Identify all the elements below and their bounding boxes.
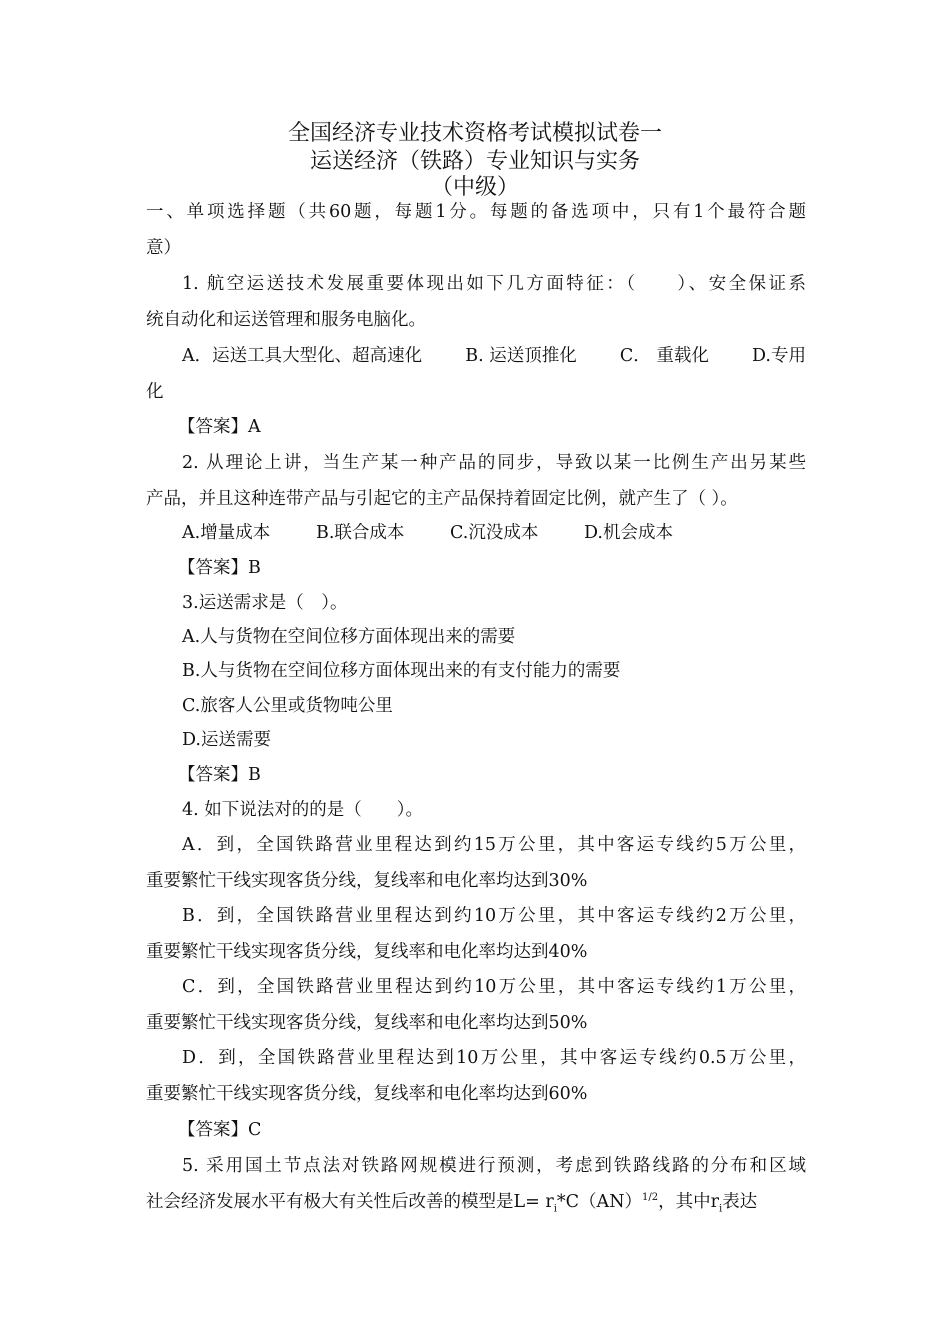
question-2-stem-cont: 产品，并且这种连带产品与引起它的主产品保持着固定比例，就产生了（ ）。	[146, 489, 738, 509]
question-4-stem: 4. 如下说法对的的是（ ）。	[182, 800, 424, 820]
question-5-stem-cont	[146, 1190, 806, 1214]
question-3-option-d: D.运送需要	[182, 730, 271, 750]
question-2-stem: 2. 从理论上讲，当生产某一种产品的同步，导致以某一比例生产出另某些	[182, 453, 806, 473]
question-4-option-b: B．到，全国铁路营业里程达到约10万公里，其中客运专线约2万公里，	[182, 906, 806, 926]
question-3-stem: 3.运送需求是（ ）。	[182, 593, 348, 613]
question-3-option-b: B.人与货物在空间位移方面体现出来的有支付能力的需要	[182, 661, 621, 681]
question-2-option-c: C.沉没成本	[450, 523, 539, 543]
question-1-option-a: A．运送工具大型化、超高速化	[182, 346, 423, 366]
question-3-answer: 【答案】B	[178, 765, 261, 785]
question-1-options	[182, 344, 806, 368]
question-1-option-d: D.专用	[752, 346, 806, 366]
question-1-answer: 【答案】A	[178, 417, 261, 437]
question-2-answer: 【答案】B	[178, 558, 261, 578]
exam-level: （中级）	[430, 175, 519, 200]
question-1-option-b: B. 运送顶推化	[465, 346, 577, 366]
question-1-option-c: C． 重载化	[619, 346, 709, 366]
question-4-option-a-cont: 重要繁忙干线实现客货分线，复线率和电化率均达到30%	[146, 871, 588, 891]
question-4-option-a: A．到，全国铁路营业里程达到约15万公里，其中客运专线约5万公里，	[182, 835, 806, 855]
question-2-options	[182, 521, 718, 545]
question-4-option-c-cont: 重要繁忙干线实现客货分线，复线率和电化率均达到50%	[146, 1013, 588, 1033]
question-3-option-c: C.旅客人公里或货物吨公里	[182, 696, 393, 716]
question-5-stem: 5. 采用国土节点法对铁路网规模进行预测，考虑到铁路线路的分布和区域	[182, 1156, 806, 1176]
question-3-option-a: A.人与货物在空间位移方面体现出来的需要	[182, 627, 516, 647]
question-5-formula-lead: 社会经济发展水平有极大有关性后改善的模型是$L= r_i*C(AN)^{1/2}$，其中$r_i$表达	[146, 1192, 758, 1215]
question-2-option-d: D.机会成本	[584, 523, 673, 543]
question-4-option-d: D．到，全国铁路营业里程达到10万公里，其中客运专线约0.5万公里，	[182, 1048, 806, 1068]
question-4-option-b-cont: 重要繁忙干线实现客货分线，复线率和电化率均达到40%	[146, 942, 588, 962]
question-1-stem: 1. 航空运送技术发展重要体现出如下几方面特征：（ ）、安全保证系	[182, 274, 806, 294]
question-2-option-a: A.增量成本	[182, 523, 271, 543]
question-1-stem-cont: 统自动化和运送管理和服务电脑化。	[146, 310, 426, 330]
exam-title: 全国经济专业技术资格考试模拟试卷一	[287, 121, 662, 146]
question-4-answer: 【答案】C	[178, 1120, 262, 1140]
exam-subject: 运送经济（铁路）专业知识与实务	[309, 149, 640, 174]
section-heading: 一、单项选择题（共60题，每题1分。每题的备选项中，只有1个最符合题	[146, 202, 806, 222]
section-heading-cont: 意）	[146, 238, 181, 258]
question-2-option-b: B.联合成本	[316, 523, 405, 543]
question-4-option-c: C．到，全国铁路营业里程达到约10万公里，其中客运专线约1万公里，	[182, 977, 806, 997]
question-4-option-d-cont: 重要繁忙干线实现客货分线，复线率和电化率均达到60%	[146, 1084, 588, 1104]
question-1-option-d-cont: 化	[146, 382, 164, 402]
